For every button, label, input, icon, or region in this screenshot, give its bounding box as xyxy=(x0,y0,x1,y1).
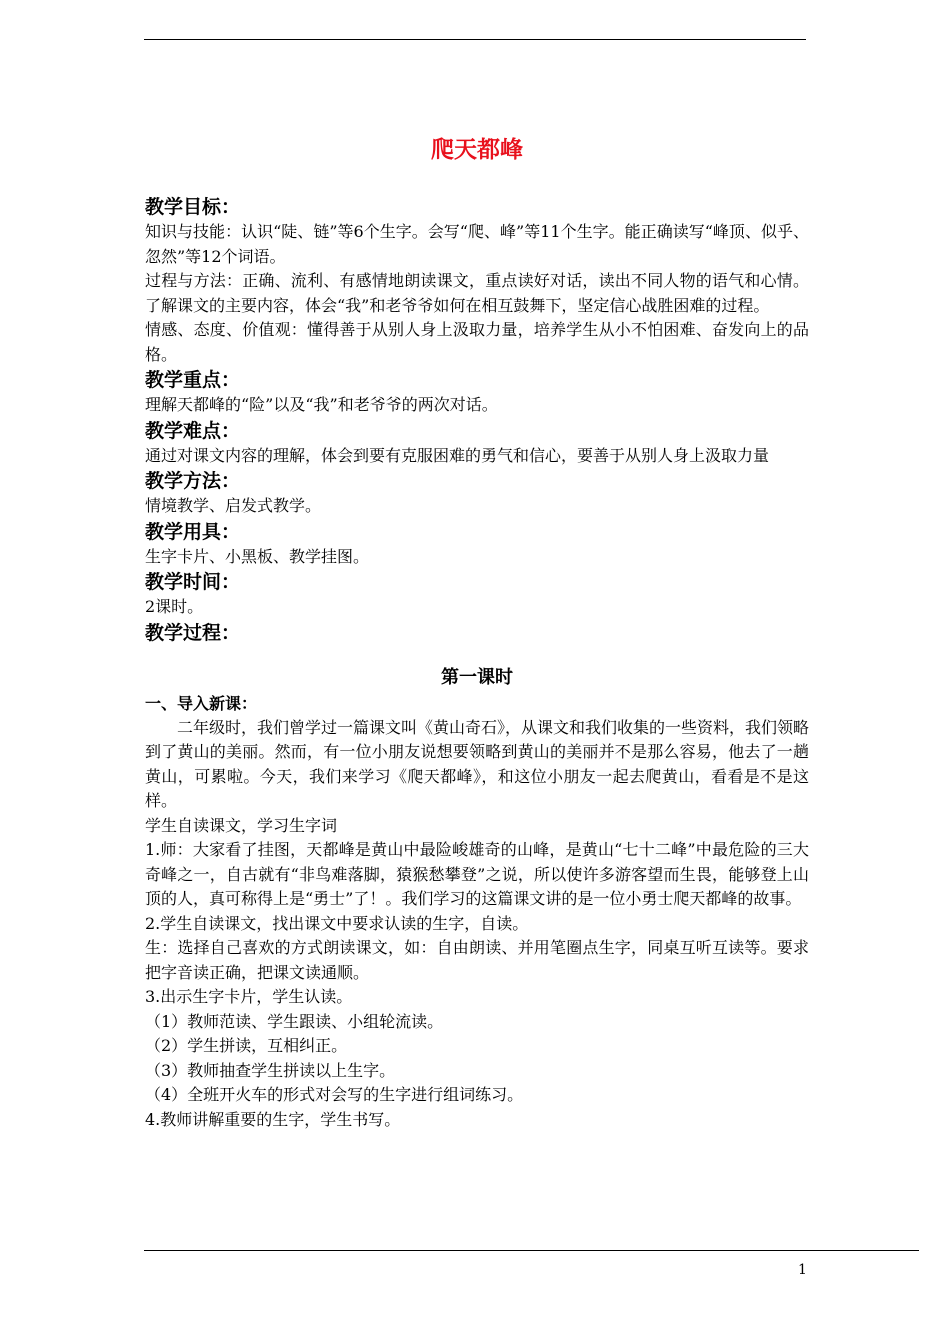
paragraph: 2课时。 xyxy=(145,597,204,616)
list-item: 学生自读课文，学习生字词 xyxy=(145,815,338,835)
document-title: 爬天都峰 xyxy=(431,137,523,163)
document-body xyxy=(145,128,809,1132)
page-number: 1 xyxy=(798,1262,807,1278)
paragraph: 知识与技能：认识“陡、链”等6个生字。会写“爬、峰”等11个生字。能正确读写“峰顶、似乎、忽然”等12个词语。 xyxy=(145,222,809,266)
section-key-points xyxy=(145,367,809,418)
list-item: 生：选择自己喜欢的方式朗读课文，如：自由朗读、并用笔圈点生字，同桌互听互读等。要求把字音读正确，把课文读通顺。 xyxy=(145,938,809,982)
list-item: 2.学生自读课文，找出课文中要求认读的生字，自读。 xyxy=(145,913,529,933)
section-heading: 教学方法： xyxy=(145,470,241,492)
section-heading: 教学过程： xyxy=(145,621,241,644)
list-item: （3）教师抽查学生拼读以上生字。 xyxy=(145,1060,396,1080)
header-rule xyxy=(144,39,806,40)
paragraph: 通过对课文内容的理解，体会到要有克服困难的勇气和信心，要善于从别人身上汲取力量 xyxy=(145,445,770,465)
section-heading: 教学用具： xyxy=(145,520,241,543)
section-methods xyxy=(145,468,809,519)
section-difficulties xyxy=(145,418,809,469)
list-item: （4）全班开火车的形式对会写的生字进行组词练习。 xyxy=(145,1085,524,1104)
list-item: （1）教师范读、学生跟读、小组轮流读。 xyxy=(145,1011,444,1031)
list-item: 1.师：大家看了挂图，天都峰是黄山中最险峻雄奇的山峰，是黄山“七十二峰”中最危险的三大奇峰之一，自古就有“非鸟难落脚，猿猴愁攀登”之说，所以使许多游客望而生畏，能够登上山顶的人，真可称得上是“勇士”了！。我们学习的这篇课文讲的是一位小勇士爬天都峰的故事。 xyxy=(145,840,809,908)
paragraph: 情境教学、启发式教学。 xyxy=(145,496,322,515)
paragraph: 生字卡片、小黑板、教学挂图。 xyxy=(145,546,370,566)
paragraph: 过程与方法：正确、流利、有感情地朗读课文，重点读好对话，读出不同人物的语气和心情。了解课文的主要内容，体会“我”和老爷爷如何在相互鼓舞下，坚定信心战胜困难的过程。 xyxy=(145,271,809,315)
footer-rule xyxy=(144,1250,919,1251)
section-objectives xyxy=(145,194,809,367)
section-heading: 教学目标： xyxy=(145,196,241,218)
paragraph: 理解天都峰的“险”以及“我”和老爷爷的两次对话。 xyxy=(145,395,498,414)
paragraph: 情感、态度、价值观：懂得善于从别人身上汲取力量，培养学生从小不怕困难、奋发向上的品格。 xyxy=(145,320,809,364)
intro-paragraph: 二年级时，我们曾学过一篇课文叫《黄山奇石》，从课文和我们收集的一些资料，我们领略到了黄山的美丽。然而，有一位小朋友说想要领略到黄山的美丽并不是那么容易，他去了一趟黄山，可累啦。今天，我们来学习《爬天都峰》，和这位小朋友一起去爬黄山，看看是不是这样。 xyxy=(145,717,810,810)
list-item: 3.出示生字卡片，学生认读。 xyxy=(145,987,353,1006)
lesson-title: 第一课时 xyxy=(441,666,513,688)
part-heading: 一、导入新课： xyxy=(145,693,258,713)
section-heading: 教学重点： xyxy=(145,369,241,391)
list-item: （2）学生拼读，互相纠正。 xyxy=(145,1036,348,1055)
section-tools xyxy=(145,519,809,570)
list-item: 4.教师讲解重要的生字，学生书写。 xyxy=(145,1109,401,1129)
section-heading: 教学时间： xyxy=(145,571,241,593)
section-time xyxy=(145,569,809,620)
section-process xyxy=(145,620,809,646)
section-heading: 教学难点： xyxy=(145,419,241,442)
